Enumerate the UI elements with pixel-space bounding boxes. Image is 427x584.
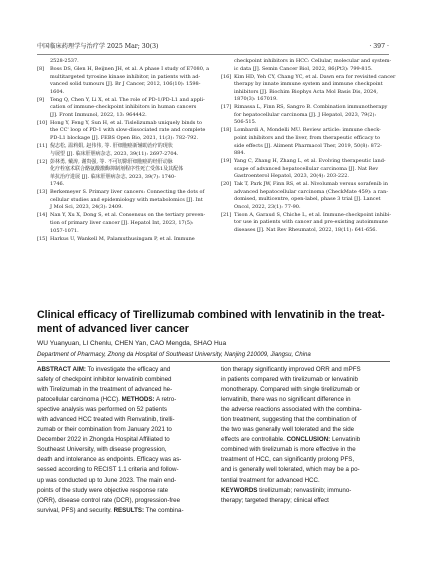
divider: [37, 361, 390, 362]
abstract-line: [37, 385, 207, 395]
abstract-text: safety of checkpoint inhibitor lenvatinib combined: [37, 376, 172, 384]
reference-text-line: multitargeted tyrosine kinase inhibitor, in patients with ad-: [50, 73, 201, 80]
abstract-line: [221, 435, 391, 445]
page-number: · 397 ·: [369, 43, 389, 50]
abstract-text: therapy; targeted therapy; clinical effect: [221, 496, 329, 504]
abstract-label: ABSTRACT AIM:: [37, 366, 86, 373]
reference-number: [15]: [37, 235, 48, 242]
reference-item: [37, 212, 207, 235]
reference-text-line: Harkus U, Wankell M, Palamuthusingam P, et al. Immune: [50, 235, 195, 242]
reference-text-line: checkpoint inhibitors in HCC: Cellular, molecular and system-: [234, 58, 392, 64]
abstract-text: tion treatment, suggesting that the combination of: [221, 416, 357, 424]
reference-item: [37, 97, 207, 120]
reference-text-line: 1870(3): 167019.: [234, 96, 278, 103]
running-header: [37, 40, 389, 55]
abstract-text: tential treatment for advanced HCC.: [221, 476, 320, 484]
reference-number: [12]: [37, 158, 48, 165]
reference-text-line: 倪志松, 温莉娟, 赵伟伟, 等. 肝细胞癌新辅助治疗的现状: [50, 143, 173, 150]
reference-text-line: Teng Q, Chen Y, Li X, et al. The role of PD-1/PD-L1 and appli-: [50, 96, 205, 103]
reference-item: [37, 66, 210, 96]
reference-text-line: 2528-2537.: [50, 58, 79, 64]
abstract-line: [37, 375, 207, 385]
abstract-text: sessed according to RECIST 1.1 criteria and follow-: [37, 466, 179, 474]
abstract-line: [37, 455, 207, 465]
reference-item: [37, 189, 207, 212]
abstract-line: [37, 435, 207, 445]
abstract-text: and is generally well tolerated, which may be a po-: [221, 466, 360, 474]
reference-text-line: for hepatocellular carcinoma [J]. J Hepatol, 2023, 79(2):: [234, 111, 377, 118]
reference-number: [10]: [37, 119, 48, 126]
reference-text-line: diseases [J]. Nat Rev Rheumatol, 2022, 18(11): 641-656.: [234, 227, 378, 234]
abstract-text: treatment of HCC, can significantly prolong PFS,: [221, 456, 355, 464]
abstract-text: the adverse reactions associated with the combina-: [221, 406, 362, 414]
reference-item: [221, 158, 391, 181]
reference-item: [221, 127, 391, 157]
reference-item: [221, 181, 391, 211]
references-left-column: [37, 58, 210, 244]
abstract-line: [37, 445, 207, 455]
abstract-text: combined with tirelizumab is more effective in the: [221, 446, 356, 454]
reference-text-line: 化疗栓塞术联合酪氨酸激酶抑制剂程序性死亡受体1及其配体: [50, 166, 184, 173]
reference-item: [37, 58, 207, 66]
reference-text-line: domised, multicentre, open-label, phase 3 trial [J]. Lancet: [234, 196, 381, 203]
abstract-text: To investigate the efficacy and: [85, 366, 171, 373]
abstract-label: RESULTS:: [113, 506, 145, 514]
references-right-column: [221, 58, 396, 235]
abstract-text: The combina-: [144, 506, 184, 514]
reference-text-line: Tison A, Garaud S, Chiche L, et al. Immune-checkpoint inhibi-: [234, 211, 392, 218]
reference-item: [37, 236, 207, 244]
reference-text-line: cellular studies and epidemiology with metabolomics [J]. Int: [50, 196, 203, 203]
reference-text-line: scape of advanced hepatocellular carcinoma [J]. Nat Rev: [234, 165, 379, 172]
reference-text-line: therapy by innate immune system and immune checkpoint: [234, 81, 383, 88]
abstract-line: [221, 415, 391, 425]
abstract-line: [221, 365, 391, 375]
journal-citation: 中国临床药理学与治疗学 2025 Mar; 30(3): [37, 43, 159, 50]
abstract-line: [37, 415, 207, 425]
abstract-label: KEYWORDS: [221, 486, 258, 494]
reference-text-line: Tak T, Park JW, Finn RS, et al. Nivolumab versus sorafenib in: [234, 181, 388, 188]
abstract-line: [221, 425, 391, 435]
abstract-line: [37, 486, 207, 496]
title-line: ment of advanced liver cancer: [37, 322, 189, 335]
abstract-text: up was conducted up to June 2023. The main end-: [37, 476, 177, 484]
reference-item: [37, 159, 207, 189]
abstract-text: tirellizumab; renvastinib; immuno-: [257, 486, 352, 494]
abstract-line: [221, 465, 391, 475]
reference-text-line: tion of primary liver cancer [J]. Hepatol Int, 2023, 17(5):: [50, 219, 194, 226]
reference-text-line: 彭林勇, 戴涛, 谢贵强, 等. 不可切除肝细胞癌的经肝动脉: [50, 158, 173, 165]
reference-text-line: 1057-1071.: [50, 227, 79, 234]
reference-text-line: cation of immune-checkpoint inhibitors in human cancers: [50, 104, 197, 111]
reference-text-line: 884.: [234, 150, 246, 157]
reference-text-line: [J]. Front Immunol, 2022, 13: 964442.: [50, 111, 147, 118]
abstract-text: A retro-: [154, 396, 177, 404]
abstract-text: December 2022 in Zhongda Hospital Affiliated to: [37, 436, 170, 444]
abstract-line: [221, 405, 391, 415]
reference-number: [18]: [221, 127, 232, 134]
reference-list: [221, 58, 396, 235]
author-list: WU Yuanyuan, LI Chenlu, CHEN Yan, CAO Mengda, SHAO Hua: [37, 340, 227, 347]
affiliation: Department of Pharmacy, Zhong da Hospital of Southeast University, Nanjing 210009, Jiangsu, China: [37, 351, 311, 358]
reference-number: [20]: [221, 181, 232, 188]
abstract-text: zumab or their combination from January 2021 to: [37, 426, 172, 434]
abstract-text: the two was generally well tolerated and the side: [221, 426, 355, 434]
abstract-line: [221, 486, 391, 496]
abstract-line: [221, 496, 391, 506]
abstract-text: Southeast University, with disease progression,: [37, 446, 167, 454]
abstract-text: lenvatinib, there was no significant difference in: [221, 396, 351, 404]
reference-text-line: Gastroenterol Hepatol, 2023, 20(4): 203-222.: [234, 173, 349, 180]
article-title: [37, 309, 395, 336]
reference-text-line: PD-L1 blockage [J]. FEBS Open Bio, 2021, 11(3): 782-792.: [50, 134, 199, 141]
abstract-right-column: [221, 365, 391, 506]
reference-text-line: vanced solid tumours [J]. Br J Cancer, 2012, 106(10): 1598-: [50, 81, 201, 88]
reference-text-line: Lombardi A, Mondelli MU. Review article: immune check-: [234, 127, 381, 134]
reference-item: [221, 104, 391, 127]
reference-item: [37, 120, 207, 143]
abstract-text: tion therapy significantly improved ORR and mPFS: [221, 366, 361, 373]
abstract-line: [221, 395, 391, 405]
reference-number: [21]: [221, 211, 232, 218]
abstract-line: [37, 365, 207, 375]
reference-text-line: Berkemeyer S. Primary liver cancers: Connecting the dots of: [50, 189, 205, 196]
abstract-text: monotherapy. Compared with single tirellizumab or: [221, 386, 360, 394]
reference-text-line: point inhibitors and the liver, from therapeutic efficacy to: [234, 134, 381, 141]
reference-item: [37, 143, 207, 158]
abstract-text: (ORR), disease control rate (DCR), progression-free: [37, 496, 181, 504]
reference-number: [13]: [37, 189, 48, 196]
abstract-text: with advanced HCC treated with Renvatinib, tirelli-: [37, 416, 175, 424]
reference-number: [19]: [221, 158, 232, 165]
reference-text-line: Oncol, 2022, 23(1): 77-90.: [234, 203, 301, 210]
abstract-line: [221, 476, 391, 486]
reference-text-line: ic data [J]. Semin Cancer Biol, 2022, 86(Pt3): 799-815.: [234, 65, 373, 72]
reference-text-line: 与展望 [J]. 临床肝胆病杂志, 2023, 39(11): 2697-2704.: [50, 150, 179, 157]
abstract-line: [221, 385, 391, 395]
abstract-line: [221, 375, 391, 385]
reference-number: [9]: [37, 96, 45, 103]
abstract-line: [221, 455, 391, 465]
abstract-line: [37, 405, 207, 415]
reference-text-line: Hong Y, Feng Y, Sun H, et al. Tislelizumab uniquely binds to: [50, 119, 202, 126]
reference-number: [17]: [221, 104, 232, 111]
reference-text-line: the CC' loop of PD-1 with slow-dissociated rate and complete: [50, 127, 206, 134]
reference-text-line: Kim HD, Yeh CY, Chang YC, et al. Dawn era for revisited cancer: [234, 73, 396, 80]
abstract-label: CONCLUSION:: [286, 436, 331, 444]
abstract-text: patocellular carcinoma (HCC).: [37, 396, 122, 404]
reference-text-line: 单抗治疗进展 [J]. 临床肝胆病杂志, 2023, 39(7): 1740-: [50, 173, 176, 180]
reference-number: [14]: [37, 212, 48, 219]
abstract-text: in patients compared with tirelizumab or lenvatinib: [221, 376, 358, 384]
reference-text-line: Nan Y, Xu X, Dong S, et al. Consensus on the tertiary preven-: [50, 212, 206, 219]
reference-item: [221, 73, 396, 104]
reference-text-line: Rimassa L, Finn RS, Sangro B. Combination immunotherapy: [234, 104, 388, 111]
reference-text-line: side effects [J]. Aliment Pharmacol Ther, 2019, 50(8): 872-: [234, 142, 382, 149]
reference-text-line: 1604.: [50, 88, 65, 95]
reference-item: [221, 212, 391, 235]
abstract-text: survival, PFS) and security.: [37, 506, 114, 514]
abstract-line: [37, 476, 207, 486]
abstract-text: Lenvatinib: [330, 436, 361, 444]
reference-number: [16]: [221, 73, 232, 80]
abstract-line: [37, 506, 207, 516]
reference-number: [8]: [37, 66, 45, 73]
reference-text-line: 506-515.: [234, 119, 257, 126]
abstract-line: [37, 395, 207, 405]
abstract-label: METHODS:: [121, 396, 155, 404]
reference-text-line: advanced hepatocellular carcinoma (CheckMate 459): a ran-: [234, 188, 389, 195]
abstract-text: points of the study were objective response rate: [37, 486, 169, 494]
abstract-text: death and intolerance as endpoints. Efficacy was as-: [37, 456, 182, 464]
reference-text-line: J Mol Sci, 2023, 24(3): 2409.: [50, 204, 123, 211]
abstract-line: [37, 425, 207, 435]
abstract-line: [37, 496, 207, 506]
reference-text-line: tor use in patients with cancer and pre-existing autoimmune: [234, 219, 388, 226]
reference-item: [221, 58, 391, 73]
abstract-text: with Tirelizumab in the treatment of advanced he-: [37, 386, 173, 394]
reference-text-line: inhibitors [J]. Biochim Biophys Acta Mol Basis Dis, 2024,: [234, 88, 378, 95]
reference-number: [11]: [37, 143, 48, 150]
reference-list: [37, 58, 210, 243]
reference-text-line: Yang C, Zhang H, Zhang L, et al. Evolving therapeutic land-: [234, 158, 386, 165]
title-line: Clinical efficacy of Tirellizumab combined with lenvatinib in the treat-: [37, 309, 385, 321]
abstract-line: [221, 445, 391, 455]
abstract-line: [37, 465, 207, 475]
abstract-left-column: [37, 365, 207, 516]
reference-text-line: Boss DS, Glen H, Beijnen JH, et al. A phase I study of E7080, a: [50, 66, 210, 73]
abstract-text: spective analysis was performed on 52 patients: [37, 406, 168, 414]
reference-text-line: 1746.: [50, 181, 65, 188]
abstract-text: effects are controllable.: [221, 436, 287, 444]
